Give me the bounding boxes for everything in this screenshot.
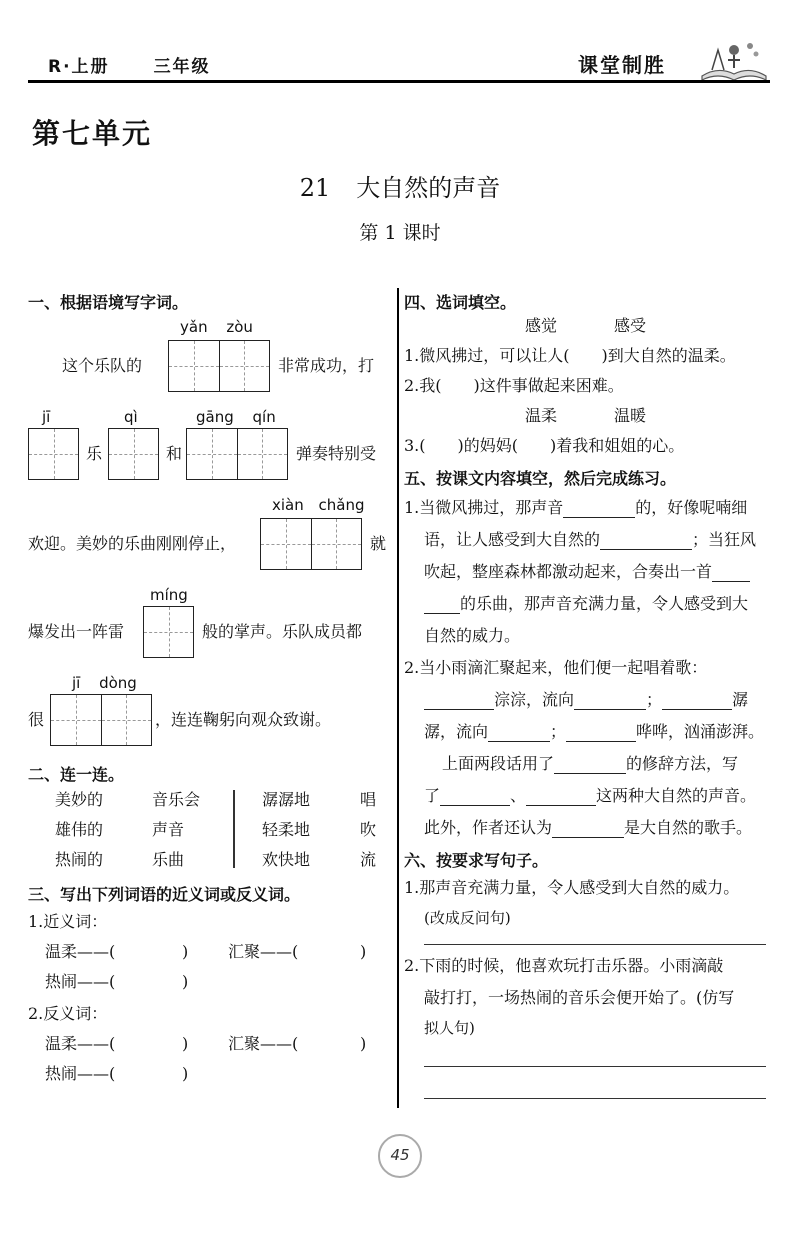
- unit-title: 第七单元: [32, 117, 153, 150]
- syn-huiju-close: ): [360, 942, 367, 961]
- pinyin-ming: míng: [150, 586, 188, 604]
- match-far-1[interactable]: 唱: [360, 790, 377, 809]
- s1-text-4: 和: [166, 444, 183, 463]
- word-ganjue: 感觉: [525, 316, 558, 335]
- s5-line7: [424, 690, 748, 710]
- s4-q1: 1.微风拂过，可以让人( )到大自然的温柔。: [404, 346, 736, 365]
- s1-text-2: 非常成功，打: [278, 356, 375, 375]
- s5-line3: [424, 562, 750, 582]
- blank-1[interactable]: [563, 501, 635, 518]
- ant-wenrou-close: ): [182, 1034, 189, 1053]
- ant-renao: 热闹——(: [45, 1064, 116, 1083]
- s5-line5: 自然的威力。: [424, 626, 521, 645]
- column-divider: [397, 288, 399, 1108]
- syn-renao-close: ): [182, 972, 189, 991]
- match-left-3[interactable]: 热闹的: [55, 850, 104, 869]
- section6-title: 六、按要求写句子。: [404, 851, 549, 870]
- match-divider: [233, 790, 235, 868]
- s5-l11b: 是大自然的歌手。: [624, 818, 753, 837]
- blank-7[interactable]: [488, 725, 550, 742]
- writing-grid-qi[interactable]: [108, 428, 159, 480]
- blank-11[interactable]: [526, 789, 596, 806]
- syn-wenrou: 温柔——(: [45, 942, 116, 961]
- pinyin-gangqin: gāng qín: [196, 408, 276, 426]
- s5-l7b: ；: [646, 690, 663, 709]
- lesson-title: [0, 168, 800, 203]
- s5-l2a: 语，让人感受到大自然的: [424, 530, 601, 549]
- blank-8[interactable]: [566, 725, 636, 742]
- section3-title: 三、写出下列词语的近义词或反义词。: [28, 885, 301, 904]
- s5-l7a: 淙淙，流向: [494, 690, 575, 709]
- s5-line11: [424, 818, 752, 838]
- s5-l1a: 1.当微风拂过，那声音: [404, 498, 564, 517]
- s4-q3: 3.( )的妈妈( )着我和姐姐的心。: [404, 436, 685, 455]
- match-far-3[interactable]: 流: [360, 850, 377, 869]
- syn-renao: 热闹——(: [45, 972, 116, 991]
- s5-l8a: 潺，流向: [424, 722, 489, 741]
- s5-l11a: 此外，作者还认为: [424, 818, 553, 837]
- blank-3b[interactable]: [424, 597, 460, 614]
- match-mid-3[interactable]: 乐曲: [152, 850, 185, 869]
- s5-l10b: 、: [510, 786, 527, 805]
- book-logo-icon: [698, 36, 770, 82]
- match-right-2[interactable]: 轻柔地: [262, 820, 311, 839]
- s5-line1: [404, 498, 747, 518]
- blank-10[interactable]: [440, 789, 510, 806]
- match-far-2[interactable]: 吹: [360, 820, 377, 839]
- answer-line-3[interactable]: [424, 1098, 766, 1099]
- s5-l7c: 潺: [732, 690, 749, 709]
- ant-renao-close: ): [182, 1064, 189, 1083]
- answer-line-1[interactable]: [424, 944, 766, 945]
- s5-l10a: 了: [424, 786, 441, 805]
- page-number: 45: [378, 1134, 422, 1178]
- s5-l10c: 这两种大自然的声音。: [596, 786, 757, 805]
- match-mid-1[interactable]: 音乐会: [152, 790, 201, 809]
- s6-q2c: 拟人句): [424, 1019, 475, 1037]
- blank-2[interactable]: [600, 533, 692, 550]
- pinyin-jidong: jī dòng: [72, 674, 137, 692]
- match-left-1[interactable]: 美妙的: [55, 790, 104, 809]
- s1-text-11: ，连连鞠躬向观众致谢。: [155, 710, 332, 729]
- ant-wenrou: 温柔——(: [45, 1034, 116, 1053]
- s1-text-5: 弹奏特别受: [296, 444, 377, 463]
- blank-5[interactable]: [574, 693, 646, 710]
- blank-6[interactable]: [662, 693, 732, 710]
- s5-l4: 的乐曲，那声音充满力量，令人感受到大: [460, 594, 749, 613]
- s6-q1: 1.那声音充满力量，令人感受到大自然的威力。: [404, 878, 740, 897]
- syn-wenrou-close: ): [182, 942, 189, 961]
- s1-text-8: 爆发出一阵雷: [28, 622, 125, 641]
- match-right-3[interactable]: 欢快地: [262, 850, 311, 869]
- s5-line10: [424, 786, 756, 806]
- header-rule: [28, 80, 770, 83]
- match-mid-2[interactable]: 声音: [152, 820, 185, 839]
- grade-text: 三年级: [153, 57, 211, 77]
- blank-4[interactable]: [424, 693, 494, 710]
- s5-line8: [424, 722, 764, 742]
- s5-l8b: ；: [550, 722, 567, 741]
- blank-9[interactable]: [554, 757, 626, 774]
- s5-l9a: 上面两段话用了: [442, 754, 555, 773]
- ant-huiju-close: ): [360, 1034, 367, 1053]
- section1-title: 一、根据语境写字词。: [28, 293, 189, 312]
- blank-3a[interactable]: [712, 565, 750, 582]
- word-wenrou: 温柔: [525, 406, 558, 425]
- s5-l1b: 的，好像呢喃细: [635, 498, 748, 517]
- pinyin-yanzou: yǎn zòu: [180, 318, 253, 336]
- pinyin-xianchang: xiàn chǎng: [272, 496, 365, 514]
- section2-title: 二、连一连。: [28, 765, 125, 784]
- match-right-1[interactable]: 潺潺地: [262, 790, 311, 809]
- s5-l3: 吹起，整座森林都激动起来，合奏出一首: [424, 562, 713, 581]
- brand-title: 课堂制胜: [578, 53, 666, 77]
- antonym-label: 2.反义词：: [28, 1004, 108, 1023]
- writing-grid-yanzou[interactable]: [168, 340, 270, 392]
- s5-l2b: ；当狂风: [692, 530, 757, 549]
- blank-12[interactable]: [552, 821, 624, 838]
- s5-line9: [442, 754, 738, 774]
- s4-q2: 2.我( )这件事做起来困难。: [404, 376, 624, 395]
- s6-q1-note: (改成反问句): [424, 909, 511, 927]
- s1-text-3: 乐: [86, 444, 103, 463]
- s5-l9b: 的修辞方法，写: [626, 754, 739, 773]
- word-wennuan: 温暖: [614, 406, 647, 425]
- s1-text-6: 欢迎。美妙的乐曲刚刚停止，: [28, 534, 237, 553]
- writing-grid-gangqin[interactable]: [186, 428, 288, 480]
- header-edition: [48, 52, 255, 77]
- s6-q2b: 敲打打，一场热闹的音乐会便开始了。(仿写: [424, 988, 735, 1007]
- s5-line6: 2.当小雨滴汇聚起来，他们便一起唱着歌：: [404, 658, 708, 677]
- synonym-label: 1.近义词：: [28, 912, 108, 931]
- s1-text-1: 这个乐队的: [62, 356, 143, 375]
- s5-line2: [424, 530, 756, 550]
- answer-line-2[interactable]: [424, 1066, 766, 1067]
- pinyin-ji: jī: [42, 408, 51, 426]
- writing-grid-xianchang[interactable]: [260, 518, 362, 570]
- writing-grid-jidong[interactable]: [50, 694, 152, 746]
- s5-l8c: 哗哗，汹涌澎湃。: [636, 722, 765, 741]
- ant-huiju: 汇聚——(: [228, 1034, 299, 1053]
- s1-text-7: 就: [370, 534, 387, 553]
- pinyin-qi: qì: [124, 408, 138, 426]
- section5-title: 五、按课文内容填空，然后完成练习。: [404, 469, 677, 488]
- lesson-name: 大自然的声音: [356, 174, 501, 202]
- lesson-number: 21: [299, 174, 331, 202]
- s1-text-10: 很: [28, 710, 45, 729]
- word-ganshou: 感受: [614, 316, 647, 335]
- match-left-2[interactable]: 雄伟的: [55, 820, 104, 839]
- writing-grid-ji[interactable]: [28, 428, 79, 480]
- writing-grid-ming[interactable]: [143, 606, 194, 658]
- edition-text: R·上册: [48, 57, 110, 77]
- s6-q2a: 2.下雨的时候，他喜欢玩打击乐器。小雨滴敲: [404, 956, 724, 975]
- s1-text-9: 般的掌声。乐队成员都: [202, 622, 363, 641]
- section4-title: 四、选词填空。: [404, 293, 517, 312]
- period-label: 第 1 课时: [359, 222, 441, 244]
- syn-huiju: 汇聚——(: [228, 942, 299, 961]
- s5-line4: [424, 594, 748, 614]
